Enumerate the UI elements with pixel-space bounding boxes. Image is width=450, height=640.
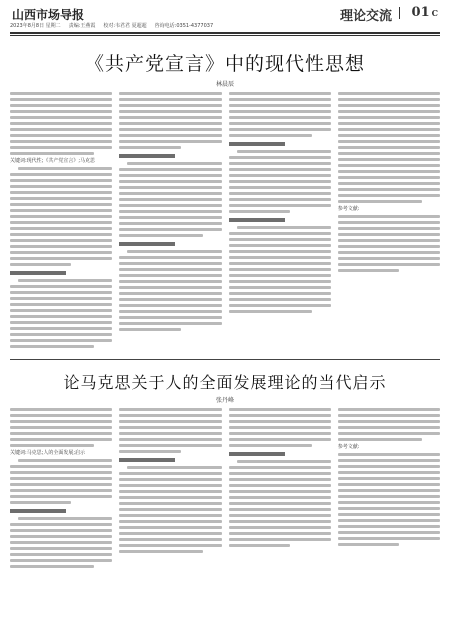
text-line-placeholder <box>119 310 221 313</box>
text-line-placeholder <box>119 110 221 113</box>
text-line-placeholder <box>10 553 112 556</box>
text-line-placeholder <box>18 459 112 462</box>
text-line-placeholder <box>338 215 440 218</box>
text-line-placeholder <box>119 304 221 307</box>
text-line-placeholder <box>338 477 440 480</box>
text-line-placeholder <box>119 262 221 265</box>
text-line-placeholder <box>10 414 112 417</box>
text-line-placeholder <box>338 182 440 185</box>
section-heading-placeholder <box>119 458 175 462</box>
text-line-placeholder <box>229 104 331 107</box>
text-line-placeholder <box>229 244 331 247</box>
text-line-placeholder <box>119 180 221 183</box>
article2-column <box>10 408 112 571</box>
text-line-placeholder <box>338 221 440 224</box>
article2-title: 论马克思关于人的全面发展理论的当代启示 <box>63 373 387 392</box>
text-line-placeholder <box>229 134 313 137</box>
text-line-placeholder <box>10 239 112 242</box>
text-line-placeholder <box>338 471 440 474</box>
text-line-placeholder <box>338 146 440 149</box>
text-line-placeholder <box>338 501 440 504</box>
text-line-placeholder <box>119 322 221 325</box>
text-line-placeholder <box>229 484 331 487</box>
text-line-placeholder <box>119 496 221 499</box>
text-line-placeholder <box>229 310 313 313</box>
page-number <box>412 5 438 20</box>
text-line-placeholder <box>10 92 112 95</box>
text-line-placeholder <box>10 529 112 532</box>
text-line-placeholder <box>10 339 112 342</box>
text-line-placeholder <box>119 526 221 529</box>
text-line-placeholder <box>119 408 221 411</box>
text-line-placeholder <box>119 316 221 319</box>
article2-author: 张丹峰 <box>215 397 234 404</box>
text-line-placeholder <box>10 98 112 101</box>
text-line-placeholder <box>338 263 440 266</box>
text-line-placeholder <box>10 426 112 429</box>
text-line-placeholder <box>10 565 94 568</box>
text-line-placeholder <box>10 321 112 324</box>
text-line-placeholder <box>18 517 112 520</box>
text-line-placeholder <box>119 438 221 441</box>
text-line-placeholder <box>10 146 112 149</box>
text-line-placeholder <box>338 128 440 131</box>
text-line-placeholder <box>229 156 331 159</box>
text-line-placeholder <box>119 544 221 547</box>
text-line-placeholder <box>229 298 331 301</box>
text-line-placeholder <box>10 465 112 468</box>
text-line-placeholder <box>10 408 112 411</box>
text-line-placeholder <box>10 345 94 348</box>
text-line-placeholder <box>10 471 112 474</box>
section-heading-placeholder <box>10 271 66 275</box>
text-line-placeholder <box>119 234 203 237</box>
article1-title: 《共产党宣言》中的现代性思想 <box>84 53 365 75</box>
text-line-placeholder <box>229 232 331 235</box>
text-line-placeholder <box>338 519 440 522</box>
text-line-placeholder <box>119 140 221 143</box>
text-line-placeholder <box>119 508 221 511</box>
text-line-placeholder <box>119 472 221 475</box>
text-line-placeholder <box>338 432 440 435</box>
text-line-placeholder <box>10 173 112 176</box>
text-line-placeholder <box>338 227 440 230</box>
text-line-placeholder <box>18 167 112 170</box>
text-line-placeholder <box>229 92 331 95</box>
text-line-placeholder <box>229 256 331 259</box>
text-line-placeholder <box>10 559 112 562</box>
section-heading-placeholder <box>10 509 66 513</box>
text-line-placeholder <box>229 268 331 271</box>
section-heading-placeholder <box>229 218 285 222</box>
text-line-placeholder <box>229 98 331 101</box>
text-line-placeholder <box>229 478 331 481</box>
text-line-placeholder <box>119 550 203 553</box>
text-line-placeholder <box>10 535 112 538</box>
text-line-placeholder <box>338 513 440 516</box>
text-line-placeholder <box>10 128 112 131</box>
text-line-placeholder <box>10 327 112 330</box>
text-line-placeholder <box>10 263 71 266</box>
text-line-placeholder <box>338 251 440 254</box>
text-line-placeholder <box>10 315 112 318</box>
text-line-placeholder <box>10 297 112 300</box>
header-rule <box>10 32 440 34</box>
text-line-placeholder <box>119 514 221 517</box>
text-line-placeholder <box>119 520 221 523</box>
section-heading-placeholder <box>229 142 285 146</box>
text-line-placeholder <box>10 333 112 336</box>
text-line-placeholder <box>229 174 331 177</box>
text-line-placeholder <box>338 459 440 462</box>
text-line-placeholder <box>229 532 331 535</box>
text-line-placeholder <box>119 444 221 447</box>
text-line-placeholder <box>338 257 440 260</box>
text-line-placeholder <box>229 198 331 201</box>
text-line-placeholder <box>119 186 221 189</box>
text-line-placeholder <box>10 233 112 236</box>
text-line-placeholder <box>338 239 440 242</box>
text-line-placeholder <box>119 274 221 277</box>
text-line-placeholder <box>229 210 290 213</box>
text-line-placeholder <box>338 122 440 125</box>
text-line-placeholder <box>338 245 440 248</box>
text-line-placeholder <box>10 547 112 550</box>
proofreader: 校对:韦君君 夏超超 <box>103 23 147 29</box>
text-line-placeholder <box>237 150 331 153</box>
text-line-placeholder <box>10 104 112 107</box>
text-line-placeholder <box>338 438 422 441</box>
text-line-placeholder <box>10 541 112 544</box>
text-line-placeholder <box>119 286 221 289</box>
text-line-placeholder <box>10 489 112 492</box>
article1-column <box>229 92 331 351</box>
article2-column <box>338 408 440 571</box>
text-line-placeholder <box>338 158 440 161</box>
text-line-placeholder <box>119 426 221 429</box>
issue-date: 2023年8月8日 星期二 <box>10 23 61 29</box>
article2-body <box>10 408 440 571</box>
text-line-placeholder <box>10 483 112 486</box>
text-line-placeholder <box>229 426 331 429</box>
text-line-placeholder <box>229 128 331 131</box>
text-line-placeholder <box>229 538 331 541</box>
text-line-placeholder <box>10 495 112 498</box>
text-line-placeholder <box>119 268 221 271</box>
text-line-placeholder <box>338 408 440 411</box>
article1-keywords: 关键词:现代性;《共产党宣言》;马克思 <box>10 158 96 164</box>
phone: 咨询电话:0351-4377037 <box>154 23 214 29</box>
text-line-placeholder <box>338 152 440 155</box>
text-line-placeholder <box>10 309 112 312</box>
text-line-placeholder <box>229 304 331 307</box>
text-line-placeholder <box>338 543 399 546</box>
text-line-placeholder <box>119 420 221 423</box>
article1-body <box>10 92 440 351</box>
text-line-placeholder <box>119 280 221 283</box>
text-line-placeholder <box>10 438 112 441</box>
text-line-placeholder <box>338 465 440 468</box>
text-line-placeholder <box>229 162 331 165</box>
text-line-placeholder <box>338 525 440 528</box>
text-line-placeholder <box>10 444 94 447</box>
editor: 责编:王燕霞 <box>68 23 96 29</box>
text-line-placeholder <box>338 269 399 272</box>
text-line-placeholder <box>10 122 112 125</box>
section-heading-placeholder <box>119 242 175 246</box>
text-line-placeholder <box>119 168 221 171</box>
text-line-placeholder <box>119 122 221 125</box>
text-line-placeholder <box>10 116 112 119</box>
section-heading-placeholder <box>229 452 285 456</box>
text-line-placeholder <box>127 250 221 253</box>
text-line-placeholder <box>119 128 221 131</box>
text-line-placeholder <box>229 204 331 207</box>
text-line-placeholder <box>119 210 221 213</box>
text-line-placeholder <box>229 192 331 195</box>
text-line-placeholder <box>119 134 221 137</box>
text-line-placeholder <box>338 483 440 486</box>
text-line-placeholder <box>119 222 221 225</box>
text-line-placeholder <box>338 110 440 113</box>
text-line-placeholder <box>338 507 440 510</box>
masthead <box>10 4 440 22</box>
text-line-placeholder <box>10 432 112 435</box>
text-line-placeholder <box>127 162 221 165</box>
text-line-placeholder <box>119 490 221 493</box>
text-line-placeholder <box>119 502 221 505</box>
text-line-placeholder <box>10 251 112 254</box>
newspaper-page <box>10 4 440 571</box>
text-line-placeholder <box>229 180 331 183</box>
text-line-placeholder <box>119 538 221 541</box>
text-line-placeholder <box>338 140 440 143</box>
article1-author: 林晨辰 <box>215 81 234 88</box>
text-line-placeholder <box>338 92 440 95</box>
article2-references: 参考文献: <box>337 444 360 450</box>
text-line-placeholder <box>338 426 440 429</box>
text-line-placeholder <box>10 110 112 113</box>
text-line-placeholder <box>119 450 180 453</box>
text-line-placeholder <box>338 176 440 179</box>
text-line-placeholder <box>10 185 112 188</box>
article1-column <box>10 92 112 351</box>
text-line-placeholder <box>338 414 440 417</box>
text-line-placeholder <box>127 466 221 469</box>
text-line-placeholder <box>10 420 112 423</box>
article1-references: 参考文献: <box>337 206 360 212</box>
article2-keywords: 关键词:马克思;人的全面发展;启示 <box>10 450 86 456</box>
text-line-placeholder <box>119 328 180 331</box>
text-line-placeholder <box>119 146 180 149</box>
text-line-placeholder <box>338 98 440 101</box>
text-line-placeholder <box>229 502 331 505</box>
text-line-placeholder <box>229 544 290 547</box>
text-line-placeholder <box>10 523 112 526</box>
text-line-placeholder <box>338 116 440 119</box>
text-line-placeholder <box>10 501 71 504</box>
text-line-placeholder <box>338 200 422 203</box>
text-line-placeholder <box>229 472 331 475</box>
text-line-placeholder <box>338 233 440 236</box>
text-line-placeholder <box>229 238 331 241</box>
text-line-placeholder <box>229 420 331 423</box>
text-line-placeholder <box>10 209 112 212</box>
text-line-placeholder <box>229 526 331 529</box>
text-line-placeholder <box>10 257 112 260</box>
text-line-placeholder <box>229 250 331 253</box>
text-line-placeholder <box>119 92 221 95</box>
text-line-placeholder <box>229 496 331 499</box>
text-line-placeholder <box>229 122 331 125</box>
text-line-placeholder <box>338 453 440 456</box>
text-line-placeholder <box>119 104 221 107</box>
article2-column <box>229 408 331 571</box>
text-line-placeholder <box>119 292 221 295</box>
text-line-placeholder <box>229 186 331 189</box>
text-line-placeholder <box>10 227 112 230</box>
text-line-placeholder <box>10 303 112 306</box>
text-line-placeholder <box>119 484 221 487</box>
text-line-placeholder <box>229 508 331 511</box>
section-heading-placeholder <box>119 154 175 158</box>
text-line-placeholder <box>229 438 331 441</box>
text-line-placeholder <box>229 262 331 265</box>
text-line-placeholder <box>338 420 440 423</box>
text-line-placeholder <box>10 140 112 143</box>
text-line-placeholder <box>338 495 440 498</box>
text-line-placeholder <box>10 221 112 224</box>
text-line-placeholder <box>119 198 221 201</box>
title-separator <box>399 7 400 19</box>
text-line-placeholder <box>229 514 331 517</box>
page-suffix: C <box>431 8 438 18</box>
text-line-placeholder <box>338 188 440 191</box>
text-line-placeholder <box>229 110 331 113</box>
article2-column <box>119 408 221 571</box>
text-line-placeholder <box>237 460 331 463</box>
text-line-placeholder <box>10 203 112 206</box>
paper-name: 山西市场导报 <box>12 8 85 22</box>
text-line-placeholder <box>338 104 440 107</box>
text-line-placeholder <box>119 216 221 219</box>
text-line-placeholder <box>237 226 331 229</box>
text-line-placeholder <box>229 274 331 277</box>
text-line-placeholder <box>119 478 221 481</box>
text-line-placeholder <box>119 174 221 177</box>
text-line-placeholder <box>338 164 440 167</box>
text-line-placeholder <box>338 531 440 534</box>
article1-column <box>119 92 221 351</box>
text-line-placeholder <box>338 170 440 173</box>
text-line-placeholder <box>229 414 331 417</box>
text-line-placeholder <box>10 197 112 200</box>
text-line-placeholder <box>119 414 221 417</box>
text-line-placeholder <box>119 432 221 435</box>
text-line-placeholder <box>119 98 221 101</box>
column-title: 理论交流 <box>339 9 392 24</box>
text-line-placeholder <box>229 490 331 493</box>
text-line-placeholder <box>10 191 112 194</box>
text-line-placeholder <box>10 291 112 294</box>
text-line-placeholder <box>338 537 440 540</box>
text-line-placeholder <box>229 520 331 523</box>
text-line-placeholder <box>338 134 440 137</box>
page-number-value: 01 <box>411 5 430 20</box>
text-line-placeholder <box>229 408 331 411</box>
text-line-placeholder <box>338 194 440 197</box>
text-line-placeholder <box>10 179 112 182</box>
text-line-placeholder <box>119 204 221 207</box>
text-line-placeholder <box>229 286 331 289</box>
text-line-placeholder <box>119 116 221 119</box>
header-rule-thin <box>10 35 440 36</box>
article1-column <box>338 92 440 351</box>
text-line-placeholder <box>10 285 112 288</box>
text-line-placeholder <box>18 279 112 282</box>
text-line-placeholder <box>119 228 221 231</box>
text-line-placeholder <box>229 168 331 171</box>
text-line-placeholder <box>119 532 221 535</box>
text-line-placeholder <box>10 245 112 248</box>
text-line-placeholder <box>229 292 331 295</box>
text-line-placeholder <box>10 134 112 137</box>
text-line-placeholder <box>229 466 331 469</box>
text-line-placeholder <box>338 489 440 492</box>
text-line-placeholder <box>10 152 94 155</box>
text-line-placeholder <box>10 477 112 480</box>
text-line-placeholder <box>229 116 331 119</box>
text-line-placeholder <box>229 432 331 435</box>
text-line-placeholder <box>229 444 313 447</box>
text-line-placeholder <box>119 192 221 195</box>
text-line-placeholder <box>10 215 112 218</box>
text-line-placeholder <box>229 280 331 283</box>
text-line-placeholder <box>119 256 221 259</box>
article-divider <box>10 359 440 360</box>
text-line-placeholder <box>119 298 221 301</box>
